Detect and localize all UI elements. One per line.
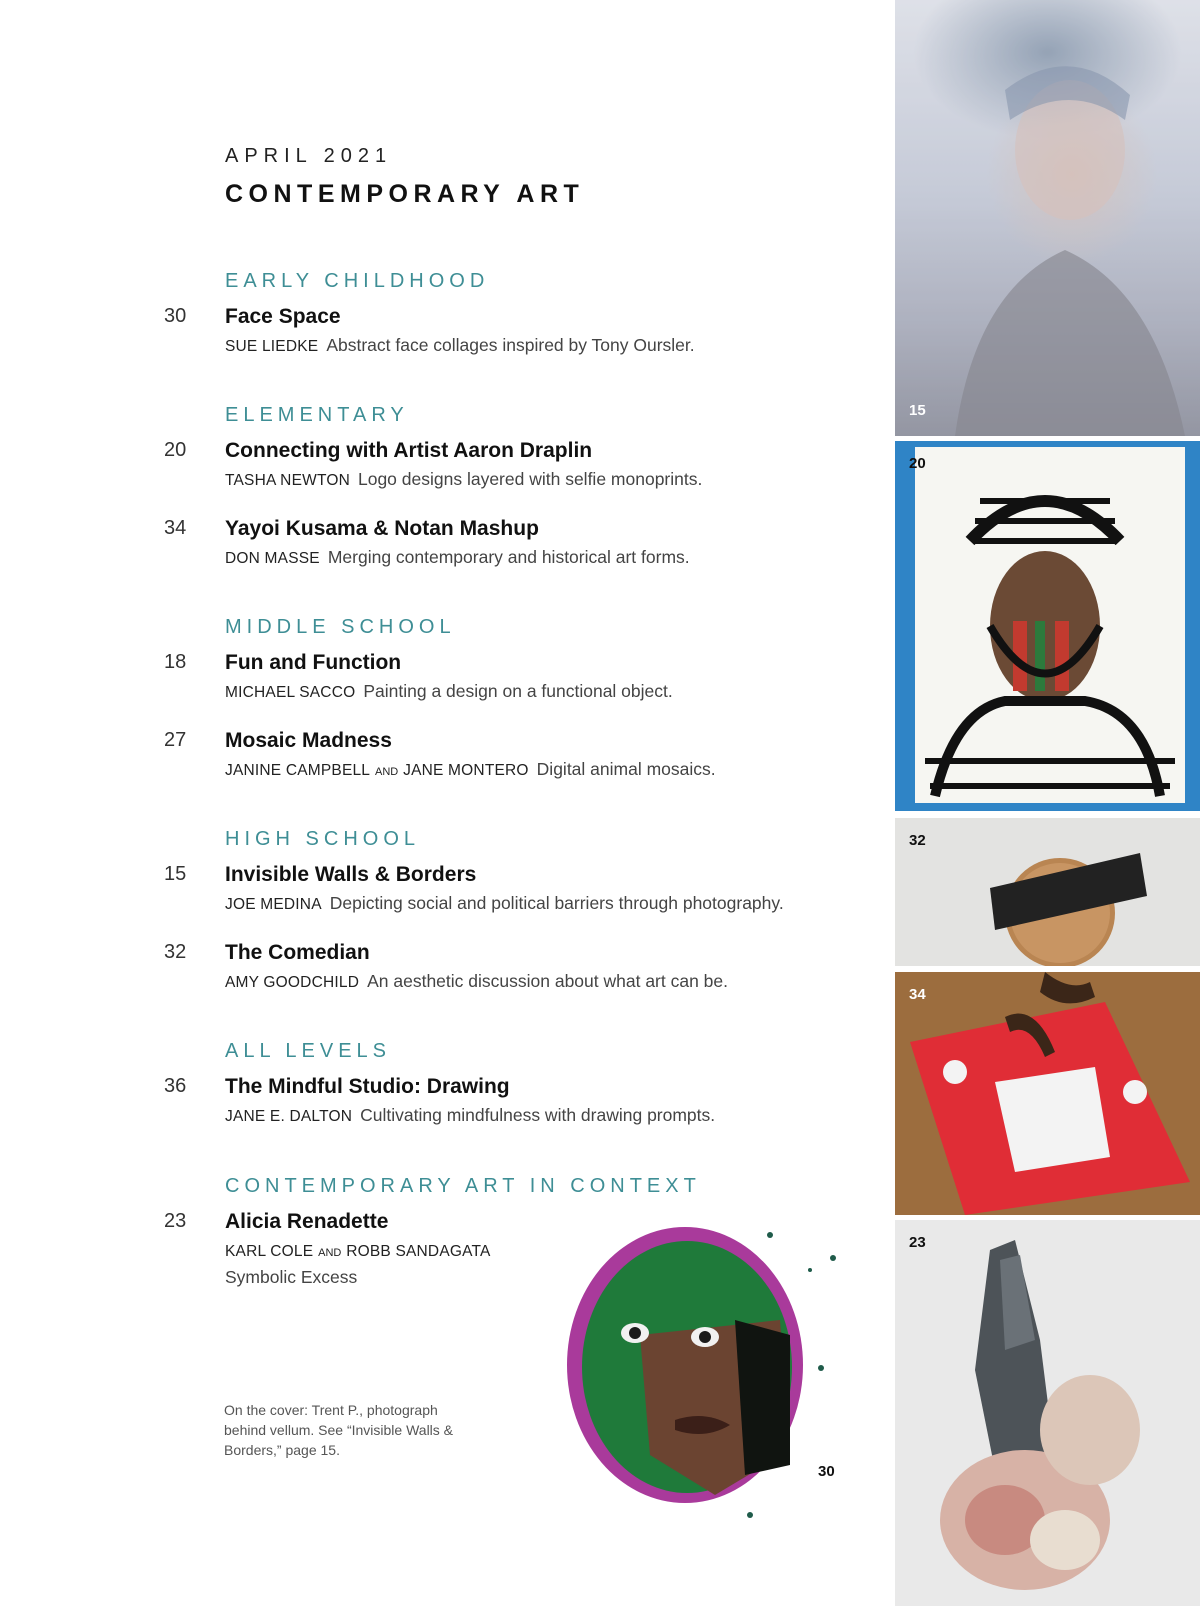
author-name: JANE E. DALTON — [225, 1108, 353, 1125]
page-label: 34 — [909, 986, 926, 1003]
byline — [225, 335, 695, 356]
page-label: 20 — [909, 455, 926, 472]
author-name: ROBB SANDAGATA — [346, 1243, 491, 1260]
byline — [225, 1105, 715, 1126]
page-number: 30 — [164, 305, 187, 327]
article-description: Logo designs layered with selfie monoprints. — [357, 469, 703, 489]
cookie-tape-photo[interactable] — [895, 818, 1200, 966]
author-name: DON MASSE — [225, 550, 320, 567]
page-number: 34 — [164, 517, 187, 539]
article-description: Abstract face collages inspired by Tony Oursler. — [326, 335, 695, 355]
author-name: KARL COLE — [225, 1243, 314, 1260]
author-name: JANE MONTERO — [403, 762, 529, 779]
red-notan-artwork-image — [895, 972, 1200, 1215]
byline — [225, 893, 784, 914]
article-title[interactable]: Mosaic Madness — [225, 729, 392, 752]
section-heading: MIDDLE SCHOOL — [225, 616, 456, 638]
author-name: JANINE CAMPBELL — [225, 762, 371, 779]
issue-date: APRIL 2021 — [225, 145, 393, 167]
author-name: SUE LIEDKE — [225, 338, 319, 355]
article-title[interactable]: The Mindful Studio: Drawing — [225, 1075, 510, 1098]
byline — [225, 681, 673, 702]
author-conjunction: AND — [375, 766, 399, 778]
section-heading: ELEMENTARY — [225, 404, 409, 426]
sculpture-photo[interactable] — [895, 1220, 1200, 1606]
notan-collage-photo[interactable] — [895, 972, 1200, 1215]
page-label: 15 — [909, 402, 926, 419]
article-description: Cultivating mindfulness with drawing prompts. — [360, 1105, 716, 1125]
article-title[interactable]: Alicia Renadette — [225, 1210, 389, 1233]
veiled-portrait-image — [895, 0, 1200, 436]
author-name: TASHA NEWTON — [225, 472, 350, 489]
byline — [225, 1240, 491, 1288]
page-number: 15 — [164, 863, 187, 885]
face-collage-image — [565, 1225, 865, 1535]
masthead — [225, 145, 584, 209]
page-number: 27 — [164, 729, 187, 751]
article-description: Symbolic Excess — [225, 1267, 358, 1287]
section-heading: CONTEMPORARY ART IN CONTEXT — [225, 1175, 701, 1197]
self-portrait-monoprint-photo[interactable] — [895, 441, 1200, 811]
monoprint-portrait-image — [895, 441, 1200, 811]
page-number: 32 — [164, 941, 187, 963]
article-description: Painting a design on a functional object. — [363, 681, 673, 701]
section-heading: ALL LEVELS — [225, 1040, 392, 1062]
article-title[interactable]: The Comedian — [225, 941, 370, 964]
byline — [225, 469, 702, 490]
author-name: AMY GOODCHILD — [225, 974, 360, 991]
byline — [225, 547, 690, 568]
author-name: JOE MEDINA — [225, 896, 322, 913]
article-description: An aesthetic discussion about what art can be. — [367, 971, 729, 991]
page-label: 30 — [818, 1463, 835, 1480]
page-number: 36 — [164, 1075, 187, 1097]
article-title[interactable]: Yayoi Kusama & Notan Mashup — [225, 517, 539, 540]
page-number: 23 — [164, 1210, 187, 1232]
author-conjunction: AND — [318, 1247, 342, 1259]
page-number: 18 — [164, 651, 187, 673]
issue-theme-title: CONTEMPORARY ART — [225, 180, 585, 208]
author-name: MICHAEL SACCO — [225, 684, 356, 701]
byline — [225, 759, 716, 780]
mixed-media-sculpture-image — [895, 1220, 1200, 1606]
page-label: 32 — [909, 832, 926, 849]
article-description: Merging contemporary and historical art forms. — [327, 547, 690, 567]
article-description: Depicting social and political barriers through photography. — [329, 893, 784, 913]
article-description: Digital animal mosaics. — [536, 759, 716, 779]
section-heading: EARLY CHILDHOOD — [225, 270, 490, 292]
taped-cookie-image — [895, 818, 1200, 966]
page-number: 20 — [164, 439, 187, 461]
section-heading: HIGH SCHOOL — [225, 828, 421, 850]
face-collage-artwork[interactable] — [565, 1225, 865, 1535]
article-title[interactable]: Invisible Walls & Borders — [225, 863, 477, 886]
page-label: 23 — [909, 1234, 926, 1251]
article-title[interactable]: Connecting with Artist Aaron Draplin — [225, 439, 593, 462]
cover-caption: On the cover: Trent P., photograph behind vellum. See “Invisible Walls & Borders,” page 15. — [224, 1402, 454, 1458]
byline — [225, 971, 728, 992]
article-title[interactable]: Face Space — [225, 305, 341, 328]
article-title[interactable]: Fun and Function — [225, 651, 402, 674]
cover-photo-thumbnail[interactable] — [895, 0, 1200, 436]
